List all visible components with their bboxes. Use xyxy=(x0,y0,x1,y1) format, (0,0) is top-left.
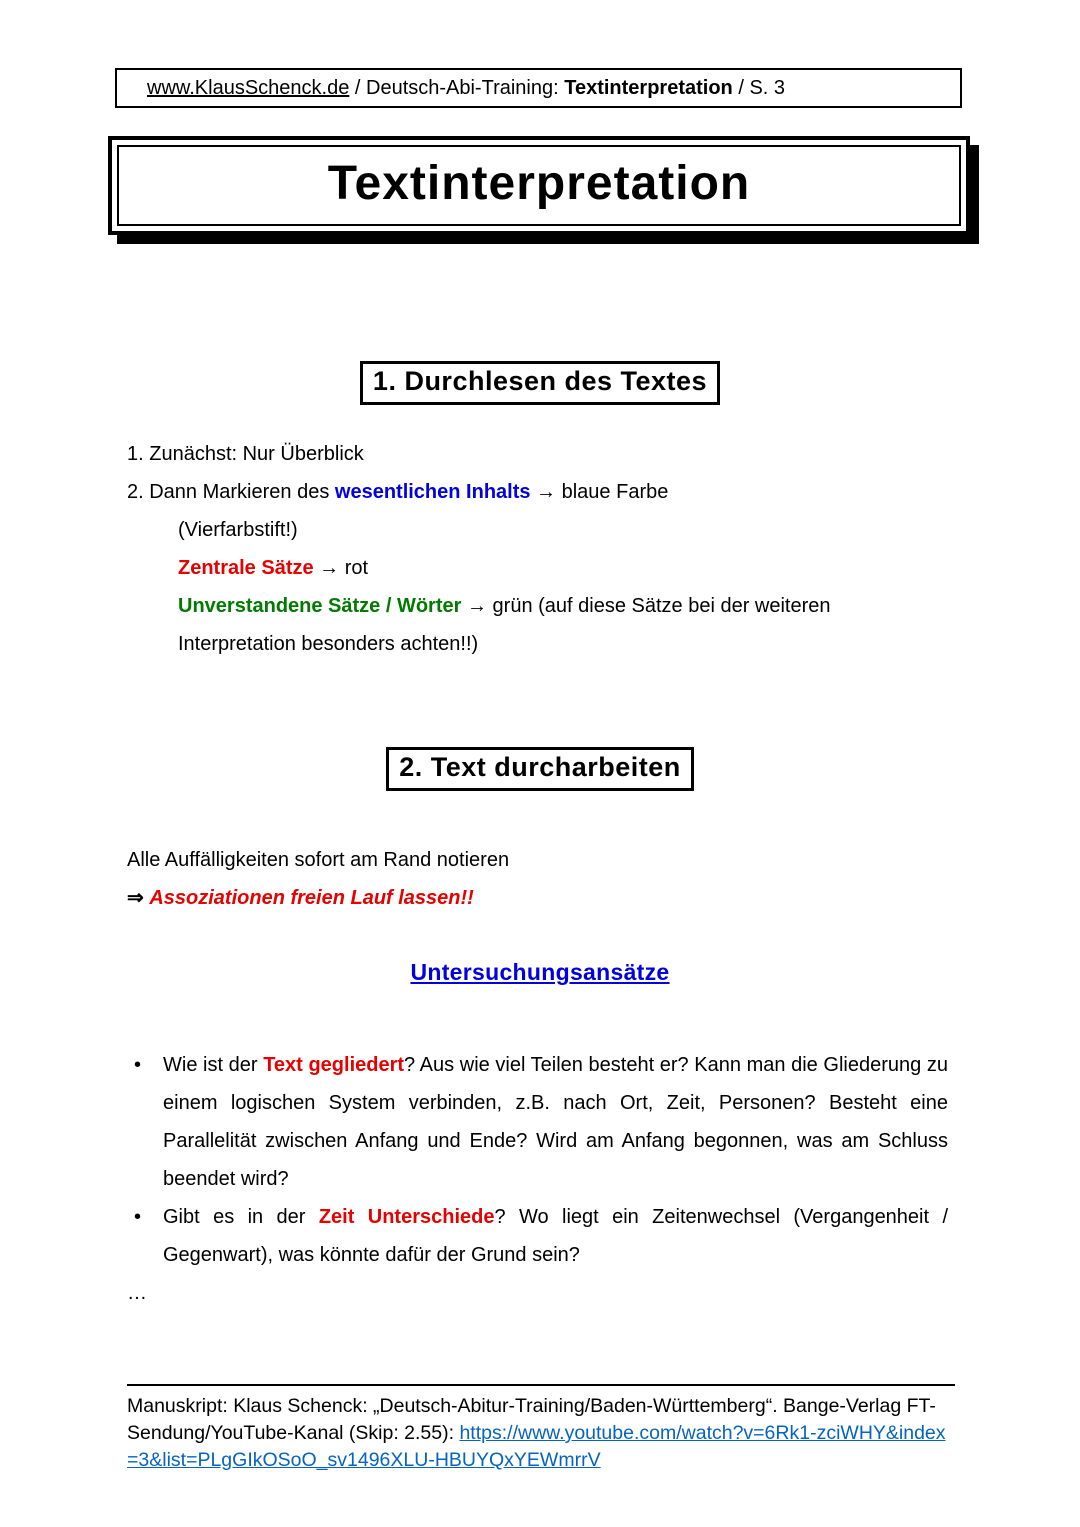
footer xyxy=(127,1384,955,1474)
section2-heading-row xyxy=(0,747,1080,791)
section2-heading: 2. Text durcharbeiten xyxy=(386,747,694,791)
page-title: Textinterpretation xyxy=(327,157,751,210)
bullet-icon: • xyxy=(134,1206,142,1228)
title-box xyxy=(108,136,970,235)
section2-intro xyxy=(127,841,950,917)
subheading-row xyxy=(0,959,1080,986)
bullet-icon: • xyxy=(134,1054,142,1076)
margin-note-line: Alle Auffälligkeiten sofort am Rand notieren xyxy=(127,849,510,871)
bullet-item-2 xyxy=(127,1198,948,1274)
section1-heading: 1. Durchlesen des Textes xyxy=(360,361,720,405)
section1-heading-row xyxy=(0,361,1080,405)
footer-manuscript-text: Manuskript: Klaus Schenck: „Deutsch-Abitur-Training/Baden-Württemberg“. Bange-Verlag FT-Sendung/YouTube-Kanal (Skip: 2.55): xyxy=(127,1395,936,1444)
header-text: / Deutsch-Abi-Training: Textinterpretation / S. 3 xyxy=(349,77,786,99)
footer-youtube-link[interactable]: https://www.youtube.com/watch?v=6Rk1-zciWHY&index=3&list=PLgGIkOSoO_sv1496XLU-HBUYQxYEWmrrV xyxy=(127,1422,946,1471)
bullet-text-zeit: Gibt es in der Zeit Unterschiede? Wo liegt ein Zeitenwechsel (Vergangenheit / Gegenwart), was könnte dafür der Grund sein? xyxy=(163,1206,948,1266)
list-item-1: 1. Zunächst: Nur Überblick xyxy=(127,443,364,465)
header-site-link[interactable]: www.KlausSchenck.de xyxy=(147,77,350,99)
sub-item-vierfarbstift: (Vierfarbstift!) xyxy=(178,519,298,541)
associations-line: ⇒ Assoziationen freien Lauf lassen!! xyxy=(127,887,474,909)
title-inner-box xyxy=(117,145,961,226)
bullet-text-gliederung: Wie ist der Text gegliedert? Aus wie viel Teilen besteht er? Kann man die Gliederung zu einem logischen System verbinden, z.B. nach Ort, Zeit, Personen? Besteht eine Parallelität zwischen Anfang und Ende? Wird am Anfang begonnen, was am Schluss beendet wird? xyxy=(163,1054,948,1190)
bullet-list xyxy=(127,1046,948,1312)
section1-list xyxy=(127,435,950,663)
header-bar xyxy=(115,68,962,108)
bullet-item-1 xyxy=(127,1046,948,1198)
subheading-untersuchungsansaetze: Untersuchungsansätze xyxy=(410,959,670,985)
sub-item-zentrale-saetze: Zentrale Sätze → rot xyxy=(178,557,369,579)
ellipsis-line: … xyxy=(127,1282,147,1304)
list-item-2: 2. Dann Markieren des wesentlichen Inhalts → blaue Farbe xyxy=(127,481,669,503)
sub-item-unverstandene-saetze: Unverstandene Sätze / Wörter → grün (auf diese Sätze bei der weiteren Interpretation besonders achten!!) xyxy=(178,595,831,655)
